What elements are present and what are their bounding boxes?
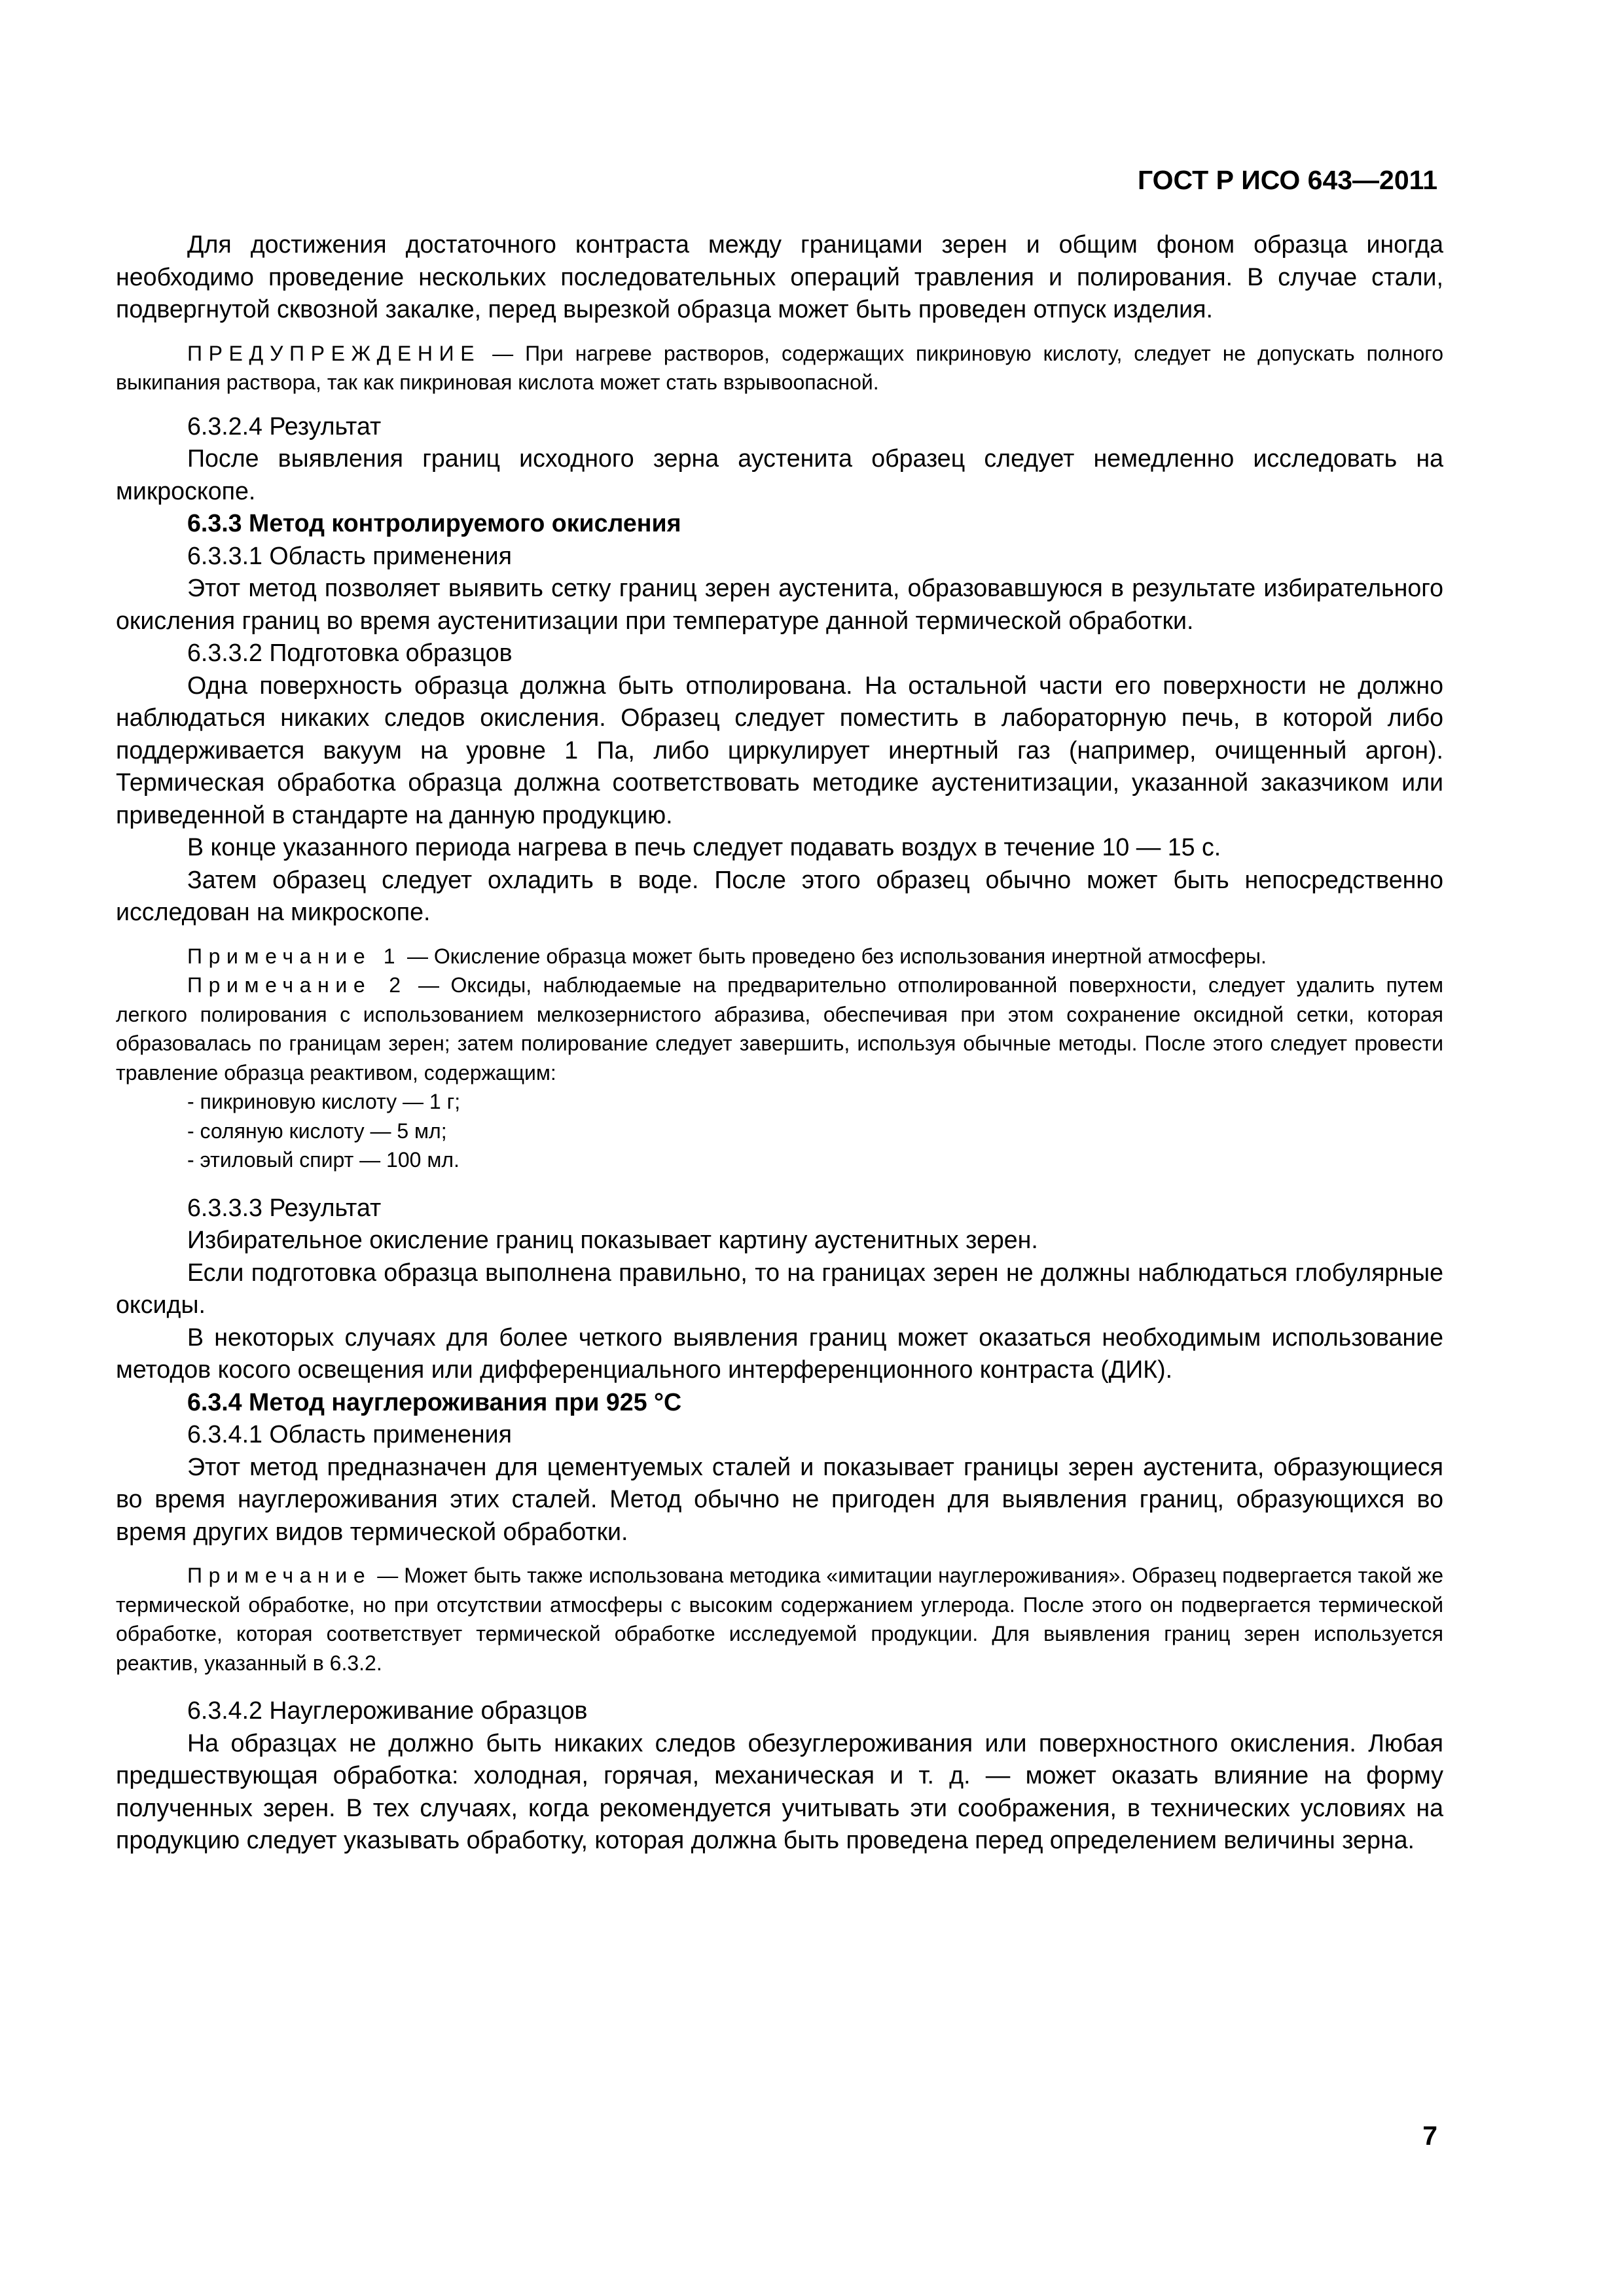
intro-paragraph: Для достижения достаточного контраста между границами зерен и общим фоном образца иногда необходимо проведение нескольких последовательных операций травления и полирования. В случае стали, подвергнутой сквозной закалке, перед вырезкой образца может быть проведен отпуск изделия. — [116, 230, 1443, 323]
warning-text: — При нагреве растворов, содержащих пикриновую кислоту, следует не допускать полного выкипания раствора, так как пикриновая кислота может стать взрывоопасной. — [116, 341, 1443, 394]
note-carburizing-label: Примечание — [187, 1564, 372, 1587]
note-2-text: — Оксиды, наблюдаемые на предварительно отполированной поверхности, следует удалить путем легкого полирования с использованием мелкозернистого абразива, обеспечивая при этом сохранение оксидной сетки, которая образовалась по границам зерен; затем полирование следует завершить, используя обычные методы. После этого следует провести травление образца реактивом, содержащим: — [116, 973, 1444, 1085]
reagent-item: - пикриновую кислоту — 1 г; — [187, 1090, 461, 1113]
section-6-3-3-3-heading: 6.3.3.3 Результат — [187, 1193, 382, 1221]
section-6-3-3-1-text: Этот метод позволяет выявить сетку границ зерен аустенита, образовавшуюся в результате избирательного окисления границ во время аустенитизации при температуре данной термической обработки. — [116, 574, 1443, 634]
page-content — [116, 228, 1443, 1857]
section-6-3-3-2-paragraph-2: В конце указанного периода нагрева в печь следует подавать воздух в течение 10 — 15 с. — [187, 833, 1221, 861]
note-carburizing — [116, 1561, 1443, 1677]
document-code-header: ГОСТ Р ИСО 643—2011 — [1137, 165, 1437, 195]
section-6-3-3-heading: 6.3.3 Метод контролируемого окисления — [187, 509, 681, 537]
warning-note — [116, 339, 1443, 397]
note-carburizing-text: — Может быть также использована методика «имитации науглероживания». Образец подвергается такой же термической обработке, но при отсутствии атмосферы с высоким содержанием углерода. После этого он подвергается термической обработке, которая соответствует термической обработке исследуемой продукции. Для выявления границ зерен используется реактив, указанный в 6.3.2. — [116, 1564, 1443, 1675]
warning-label: ПРЕДУПРЕЖДЕНИЕ — [187, 341, 481, 365]
section-6-3-4-heading: 6.3.4 Метод науглероживания при 925 °С — [187, 1388, 682, 1416]
section-6-3-3-3-paragraph-1: Избирательное окисление границ показывает картину аустенитных зерен. — [187, 1226, 1038, 1253]
page-number: 7 — [1422, 2121, 1437, 2151]
section-6-3-2-4-heading: 6.3.2.4 Результат — [187, 412, 382, 440]
section-6-3-4-2-text: На образцах не должно быть никаких следов обезуглероживания или поверхностного окисления. Любая предшествующая обработка: холодная, горячая, механическая и т. д. — может оказать влияние на форму полученных зерен. В тех случаях, когда рекомендуется учитывать эти соображения, в технических условиях на продукцию следует указывать обработку, которая должна быть проведена перед определением величины зерна. — [116, 1729, 1443, 1854]
section-6-3-2-4-text: После выявления границ исходного зерна аустенита образец следует немедленно исследовать на микроскопе. — [116, 444, 1443, 505]
note-2 — [116, 971, 1443, 1087]
section-6-3-4-2-heading: 6.3.4.2 Науглероживание образцов — [187, 1696, 588, 1724]
reagent-item: - соляную кислоту — 5 мл; — [187, 1119, 447, 1143]
section-6-3-3-2-heading: 6.3.3.2 Подготовка образцов — [187, 639, 513, 666]
section-6-3-4-1-text: Этот метод предназначен для цементуемых сталей и показывает границы зерен аустенита, образующиеся во время науглероживания этих сталей. Метод обычно не пригоден для выявления границ, образующихся во время других видов термической обработки. — [116, 1452, 1443, 1545]
note-1-label: Примечание 1 — [187, 944, 402, 968]
section-6-3-4-1-heading: 6.3.4.1 Область применения — [187, 1420, 512, 1448]
note-2-label: Примечание 2 — [187, 973, 407, 997]
reagent-item: - этиловый спирт — 100 мл. — [187, 1148, 460, 1172]
section-6-3-3-2-paragraph-1: Одна поверхность образца должна быть отполирована. На остальной части его поверхности не должно наблюдаться никаких следов окисления. Образец следует поместить в лабораторную печь, в которой либо поддерживается вакуум на уровне 1 Па, либо циркулирует инертный газ (например, очищенный аргон). Термическая обработка образца должна соответствовать методике аустенитизации, указанной заказчиком или приведенной в стандарте на данную продукцию. — [116, 671, 1443, 829]
section-6-3-3-2-paragraph-3: Затем образец следует охладить в воде. После этого образец обычно может быть непосредственно исследован на микроскопе. — [116, 865, 1443, 925]
section-6-3-3-3-paragraph-3: В некоторых случаях для более четкого выявления границ может оказаться необходимым использование методов косого освещения или дифференциального интерференционного контраста (ДИК). — [116, 1323, 1443, 1383]
note-1-text: — Окисление образца может быть проведено без использования инертной атмосферы. — [401, 944, 1267, 968]
note-1 — [116, 942, 1443, 971]
section-6-3-3-3-paragraph-2: Если подготовка образца выполнена правильно, то на границах зерен не должны наблюдаться глобулярные оксиды. — [116, 1258, 1443, 1318]
section-6-3-3-1-heading: 6.3.3.1 Область применения — [187, 541, 512, 569]
